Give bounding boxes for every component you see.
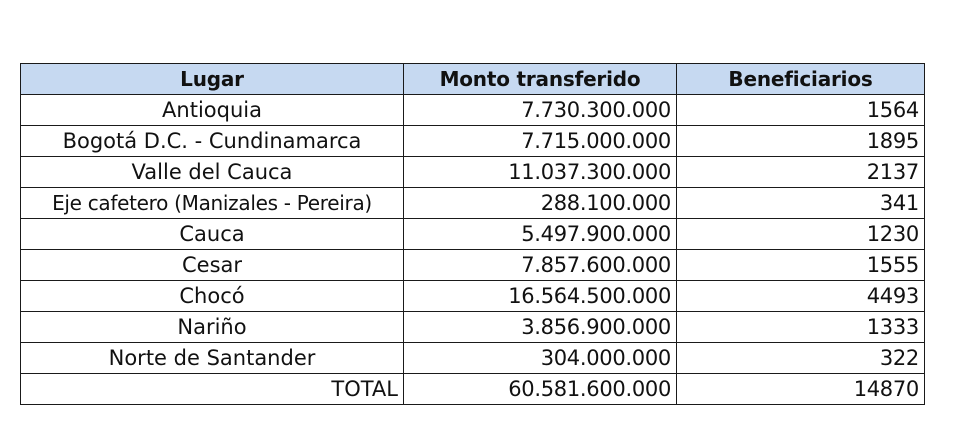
cell-lugar: Valle del Cauca	[21, 157, 404, 188]
cell-lugar: Antioquia	[21, 95, 404, 126]
cell-beneficiarios: 1333	[677, 312, 925, 343]
table-row	[21, 95, 925, 126]
cell-beneficiarios: 2137	[677, 157, 925, 188]
transfer-table-container	[20, 63, 925, 405]
total-beneficiarios: 14870	[677, 374, 925, 405]
cell-lugar: Cauca	[21, 219, 404, 250]
header-lugar: Lugar	[21, 64, 404, 95]
monto-value: 7.730.300.000	[521, 98, 671, 122]
cell-monto	[404, 95, 677, 126]
cell-lugar: Bogotá D.C. - Cundinamarca	[21, 126, 404, 157]
monto-value: 5.497.900.000	[521, 222, 671, 246]
cell-lugar: Chocó	[21, 281, 404, 312]
cell-monto	[404, 188, 677, 219]
total-row	[21, 374, 925, 405]
cell-monto	[404, 219, 677, 250]
monto-value: 60.581.600.000	[508, 377, 671, 401]
cell-beneficiarios: 1564	[677, 95, 925, 126]
cell-lugar: Nariño	[21, 312, 404, 343]
cell-lugar: Norte de Santander	[21, 343, 404, 374]
table-row	[21, 157, 925, 188]
total-label: TOTAL	[21, 374, 404, 405]
total-monto	[404, 374, 677, 405]
monto-value: 11.037.300.000	[508, 160, 671, 184]
cell-monto	[404, 126, 677, 157]
header-monto: Monto transferido	[404, 64, 677, 95]
table-row	[21, 312, 925, 343]
table-row	[21, 250, 925, 281]
cell-beneficiarios: 341	[677, 188, 925, 219]
header-beneficiarios: Beneficiarios	[677, 64, 925, 95]
monto-value: 7.715.000.000	[521, 129, 671, 153]
cell-monto	[404, 250, 677, 281]
table-row	[21, 219, 925, 250]
table-row	[21, 188, 925, 219]
monto-value: 288.100.000	[540, 191, 671, 215]
cell-monto	[404, 281, 677, 312]
table-row	[21, 126, 925, 157]
monto-value: 3.856.900.000	[521, 315, 671, 339]
cell-beneficiarios: 1555	[677, 250, 925, 281]
cell-beneficiarios: 1230	[677, 219, 925, 250]
transfer-table	[20, 63, 925, 405]
cell-beneficiarios: 322	[677, 343, 925, 374]
table-row	[21, 281, 925, 312]
monto-value: 304.000.000	[540, 346, 671, 370]
header-row	[21, 64, 925, 95]
cell-monto	[404, 343, 677, 374]
cell-monto	[404, 157, 677, 188]
cell-monto	[404, 312, 677, 343]
cell-lugar: Eje cafetero (Manizales - Pereira)	[21, 188, 404, 219]
table-row	[21, 343, 925, 374]
monto-value: 7.857.600.000	[521, 253, 671, 277]
cell-beneficiarios: 1895	[677, 126, 925, 157]
monto-value: 16.564.500.000	[508, 284, 671, 308]
cell-beneficiarios: 4493	[677, 281, 925, 312]
cell-lugar: Cesar	[21, 250, 404, 281]
